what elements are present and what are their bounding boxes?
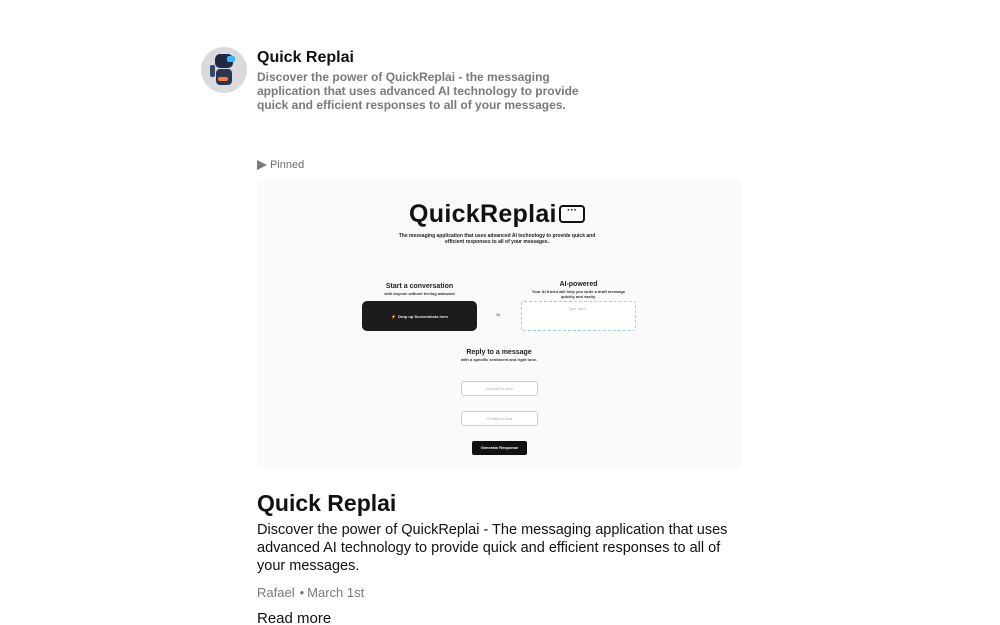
profile-title[interactable]: Quick Replai [257,49,354,66]
profile-description: Discover the power of QuickReplai - the messaging application that uses advanced AI technology to provide quick and efficient responses to all of your messages. [257,70,579,112]
profile-header [201,47,597,112]
post-meta [257,585,364,600]
pin-arrow-icon [257,160,267,170]
preview-select-who: Choose to who [461,381,538,396]
preview-type-field: Type here... [521,301,636,331]
post-date: March 1st [307,585,365,600]
meta-separator: • [299,585,305,600]
preview-reply-heading: Reply to a message [466,349,532,356]
post-author[interactable]: Rafael [257,585,295,600]
post-description: Discover the power of QuickReplai - The messaging application that uses advanced AI technology to provide quick and efficient responses to all of your messages. [257,522,728,574]
preview-app-title: QuickReplai [409,200,557,228]
post-title[interactable]: Quick Replai [257,490,397,516]
preview-generate-button: Generate Response [472,441,527,455]
preview-ai-heading: AI-powered [559,281,598,288]
preview-drop-zone: ⚡ Drop up Screenshots here [362,301,477,331]
preview-start-sub: with anyone without feeling awkward [384,291,455,296]
preview-subtitle: The messaging application that uses advanced AI technology to provide quick and efficient responses to all of your messages. [398,233,596,245]
preview-start-heading: Start a conversation [385,283,454,290]
preview-ai-sub: Your AI friend will help you write a draft message quickly and easily. [531,289,626,299]
read-more-link[interactable]: Read more [257,610,332,625]
chat-bubble-icon: ··· [559,205,585,223]
preview-or: Or [496,312,501,317]
post-preview-image[interactable] [257,180,741,468]
preview-reply-sub: with a specific sentiment and right tone. [460,357,538,362]
bolt-icon: ⚡ [391,313,396,319]
robot-avatar[interactable] [201,47,247,93]
pinned-label: Pinned [257,159,304,171]
preview-select-tone: Choose a tone [461,411,538,426]
